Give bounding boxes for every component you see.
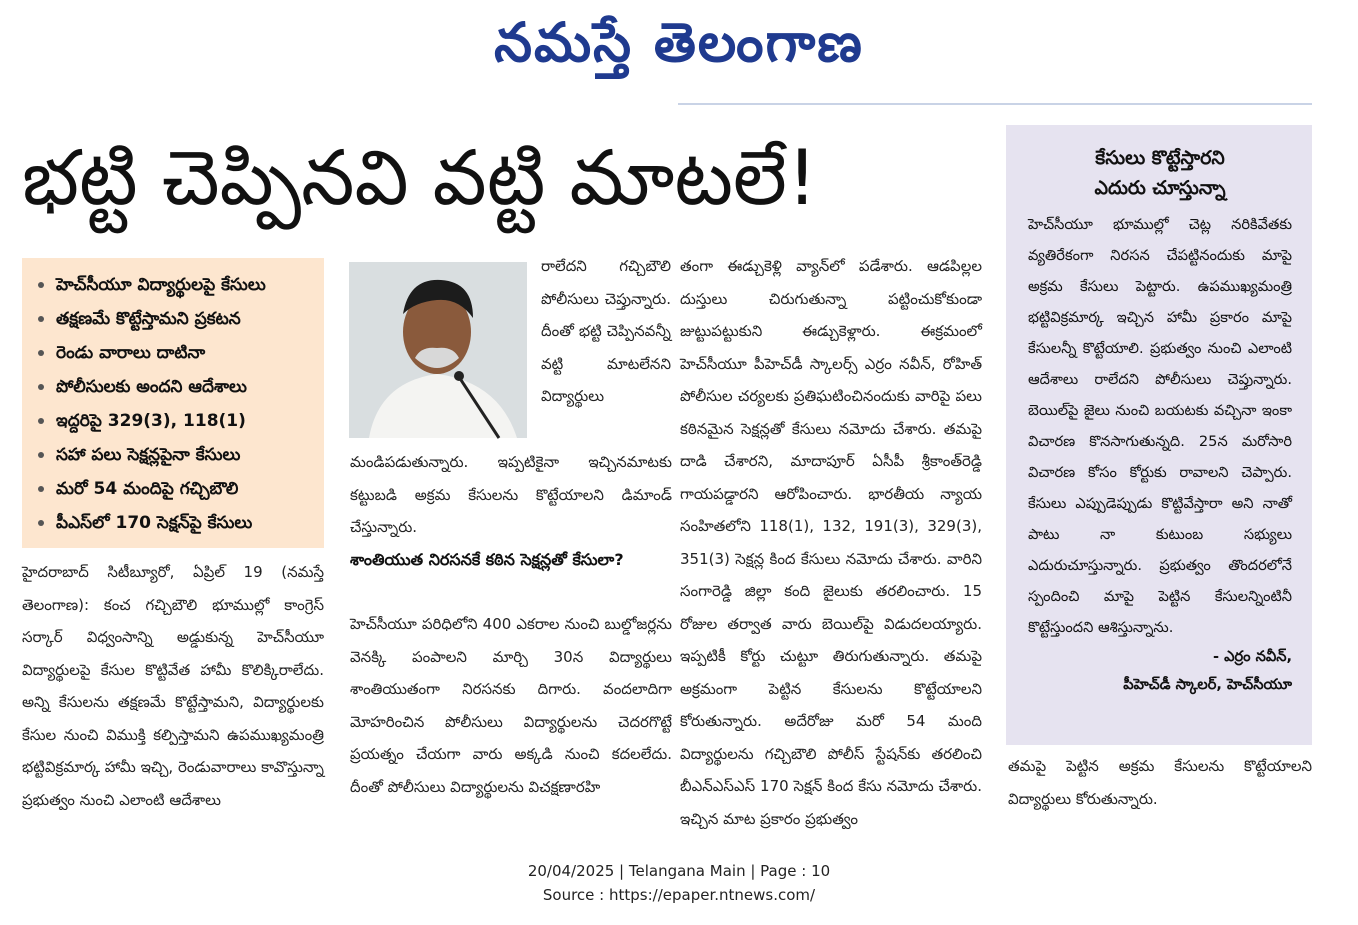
- highlight-line: పోలీసులకు అందని ఆదేశాలు: [34, 370, 316, 404]
- article-column-2: [350, 608, 672, 816]
- newspaper-masthead: నమస్తే తెలంగాణ: [494, 11, 864, 74]
- sidebar-title-line-1: కేసులు కొట్టేస్తారని: [1095, 147, 1225, 169]
- highlight-line: మరో 54 మందిపై గచ్చిబౌలి: [34, 472, 316, 506]
- person-photo-illustration: [349, 262, 527, 438]
- column-2-beside-photo-text: రాలేదని గచ్చిబౌలి పోలీసులు చెప్తున్నారు. దీంతో భట్టి చెప్పినవన్నీ వట్టి మాటలేనని విద్యార్థులు: [541, 257, 671, 405]
- highlight-line: ఇద్దరిపై 329(3), 118(1): [34, 404, 316, 438]
- highlight-line: పీఎస్‌లో 170 సెక్షన్‌పై కేసులు: [34, 506, 316, 540]
- sidebar-body: హెచ్‌సీయూ భూముల్లో చెట్ల నరికివేతకు వ్యతిరేకంగా నిరసన చేపట్టినందుకు మాపై అక్రమ కేసులు పెట్టారు. ఉపముఖ్యమంత్రి భట్టివిక్రమార్క ఇచ్చిన హామీ ప్రకారం మాపై కేసులన్నీ కొట్టేయాలి. ప్రభుత్వం నుంచి ఎలాంటి ఆదేశాలు రాలేదని పోలీసులు చెప్తున్నారు. బెయిల్‌పై జైలు నుంచి బయటకు వచ్చినా ఇంకా విచారణ కొనసాగుతున్నది. 25న మరోసారి విచారణ కోసం కోర్టుకు రావాలని చెప్పారు. కేసులు ఎప్పుడెప్పుడు కొట్టివేస్తారా అని నాతో పాటు నా కుటుంబ సభ్యులు ఎదురుచూస్తున్నారు. ప్రభుత్వం తొందరలోనే స్పందించి మాపై పెట్టిన కేసులన్నింటినీ కొట్టేస్తుందని ఆశిస్తున్నాను.: [1028, 216, 1292, 636]
- sidebar-signature-role: పీహెచ్‌డీ స్కాలర్‌, హెచ్‌సీయూ: [1123, 676, 1292, 693]
- footer-source-line: Source : https://epaper.ntnews.com/: [542, 886, 816, 904]
- column-2-below-photo-text: మండిపడుతున్నారు. ఇప్పటికైనా ఇచ్చినమాటకు కట్టుబడి అక్రమ కేసులను కొట్టేయాలని డిమాండ్‌ చేస్తున్నారు.: [350, 453, 672, 536]
- column-2-text: హెచ్‌సీయూ పరిధిలోని 400 ఎకరాల నుంచి బుల్డోజర్లను వెనక్కి పంపాలని మార్చి 30న విద్యార్థులు శాంతియుతంగా నిరసనకు దిగారు. వందలాదిగా మోహరించిన పోలీసులు విద్యార్థులను చెదరగొట్టే ప్రయత్నం చేయగా వారు అక్కడి నుంచి కదలలేదు. దీంతో పోలీసులు విద్యార్థులను విచక్షణారహి: [350, 615, 672, 796]
- highlight-line: రెండు వారాలు దాటినా: [34, 336, 316, 370]
- article-column-4-tail: [1008, 750, 1312, 816]
- article-column-2-below-photo: [350, 446, 672, 544]
- highlight-line: తక్షణమే కొట్టేస్తామని ప్రకటన: [34, 302, 316, 336]
- column-4-tail-text: తమపై పెట్టిన అక్రమ కేసులను కొట్టేయాలని విద్యార్థులు కోరుతున్నారు.: [1008, 757, 1312, 808]
- column-1-text: హైదరాబాద్‌ సిటీబ్యూరో, ఏప్రిల్‌ 19 (నమస్తే తెలంగాణ): కంచ గచ్చిబౌలి భూముల్లో కాంగ్రెస్‌ సర్కార్‌ విధ్వంసాన్ని అడ్డుకున్న హెచ్‌సీయూ విద్యార్థులపై కేసుల కొట్టివేత హామీ కొలిక్కిరాలేదు. అన్ని కేసులను తక్షణమే కొట్టేస్తామని, విద్యార్థులకు కేసుల నుంచి విముక్తి కల్పిస్తామని ఉపముఖ్యమంత్రి భట్టివిక్రమార్క హామీ ఇచ్చి, రెండువారాలు కావొస్తున్నా ప్రభుత్వం నుంచి ఎలాంటి ఆదేశాలు: [22, 563, 324, 809]
- article-column-1: [22, 556, 324, 816]
- highlight-line: సహా పలు సెక్షన్లపైనా కేసులు: [34, 438, 316, 472]
- masthead-divider: [678, 103, 1312, 105]
- footer-date-line: 20/04/2025 | Telangana Main | Page : 10: [527, 862, 831, 880]
- article-column-3: [680, 250, 982, 828]
- sidebar-signature-name: - ఎర్రం నవీన్‌,: [1212, 648, 1292, 665]
- person-photo: [349, 262, 527, 438]
- column-3-text: తంగా ఈడ్చుకెళ్లి వ్యాన్‌లో పడేశారు. ఆడపిల్లల దుస్తులు చిరుగుతున్నా పట్టించుకోకుండా జుట్టుపట్టుకుని ఈడ్చుకెళ్లారు. ఈక్రమంలో హెచ్‌సీయూ పీహెచ్‌డీ స్కాలర్స్‌ ఎర్రం నవీన్‌, రోహిత్‌ పోలీసుల చర్యలకు ప్రతిఘటించినందుకు వారిపై పలు కఠినమైన సెక్షన్లతో కేసులు నమోదు చేశారు. తమపై దాడి చేశారని, మాదాపూర్‌ ఏసీపీ శ్రీకాంత్‌రెడ్డి గాయపడ్డారని ఆరోపించారు. భారతీయ న్యాయ సంహితలోని 118(1), 132, 191(3), 329(3), 351(3) సెక్షన్ల కింద కేసులు నమోదు చేశారు. వారిని సంగారెడ్డి జిల్లా కంది జైలుకు తరలించారు. 15 రోజుల తర్వాత వారు బెయిల్‌పై విడుదలయ్యారు. ఇప్పటికీ కోర్టు చుట్టూ తిరుగుతున్నారు. తమపై అక్రమంగా పెట్టిన కేసులను కొట్టేయాలని కోరుతున్నారు. అదేరోజు మరో 54 మంది విద్యార్థులను గచ్చిబౌలి పోలీస్‌ స్టేషన్‌కు తరలించి బీఎన్‌ఎస్‌ఎస్‌ 170 సెక్షన్‌ కింద కేసు నమోదు చేశారు. ఇచ్చిన మాట ప్రకారం ప్రభుత్వం: [680, 257, 982, 828]
- highlight-line: హెచ్‌సీయూ విద్యార్థులపై కేసులు: [34, 268, 316, 302]
- sidebar-title-line-2: ఎదురు చూస్తున్నా: [1094, 177, 1226, 199]
- section-subheading: శాంతియుత నిరసనకే కఠిన సెక్షన్లతో కేసులా?: [350, 550, 624, 569]
- article-column-2-beside-photo: [541, 250, 671, 450]
- quote-sidebar: [1006, 125, 1312, 745]
- article-headline: భట్టి చెప్పినవి వట్టి మాటలే!: [22, 133, 818, 222]
- highlights-box: [22, 258, 324, 548]
